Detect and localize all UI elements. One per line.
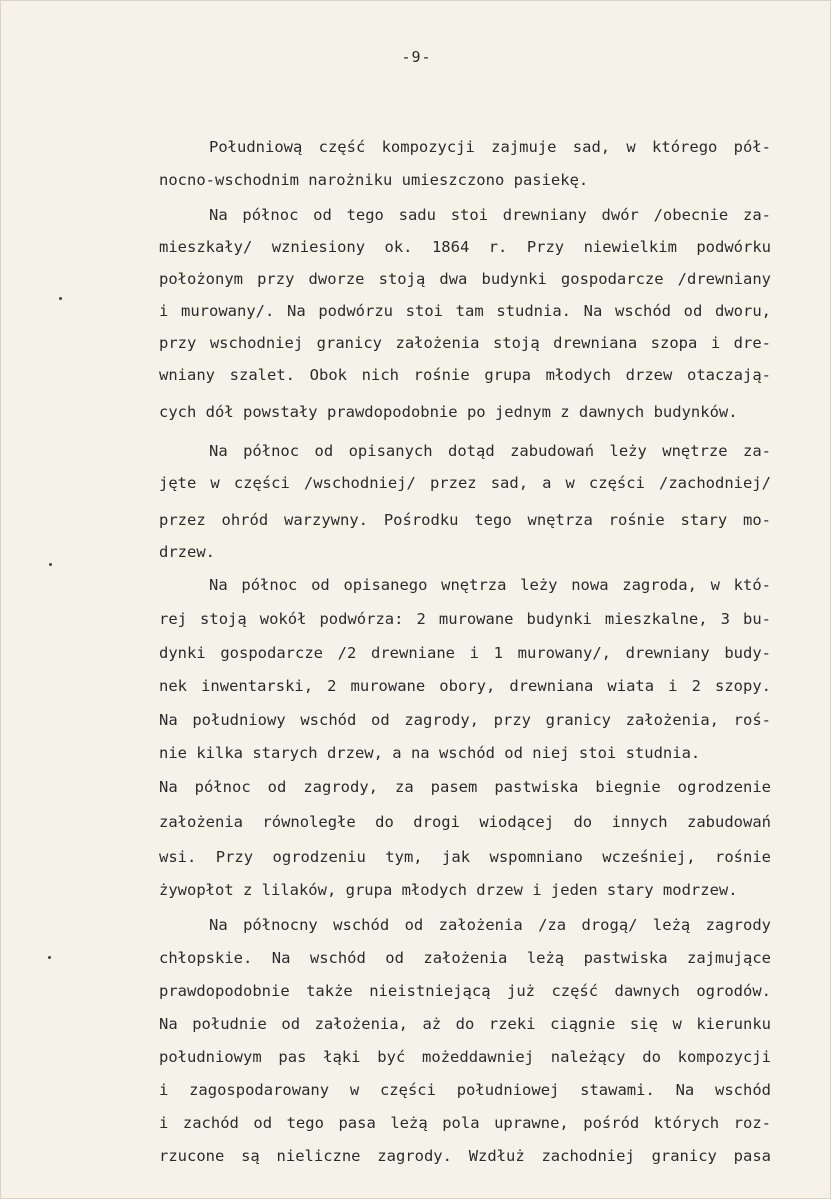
margin-speck [59, 297, 62, 300]
text-line: wsi. Przy ogrodzeniu tym, jak wspomniano wcześniej, rośnie [159, 848, 771, 866]
text-line: jęte w części /wschodniej/ przez sad, a w części /zachodniej/ [159, 474, 771, 492]
text-line: Na północny wschód od założenia /za drogą/ leżą zagrody [209, 916, 771, 934]
text-line: Na północ od zagrody, za pasem pastwiska biegnie ogrodzenie [159, 778, 771, 796]
text-line: przy wschodniej granicy założenia stoją drewniana szopa i dre- [159, 334, 771, 352]
text-line: rzucone są nieliczne zagrody. Wzdłuż zachodniej granicy pasa [159, 1147, 771, 1165]
text-line: założenia równoległe do drogi wiodącej do innych zabudowań [159, 813, 771, 831]
page-number: -9- [401, 48, 432, 66]
text-line: i murowany/. Na podwórzu stoi tam studnia. Na wschód od dworu, [159, 302, 771, 320]
text-line: żywopłot z lilaków, grupa młodych drzew i jeden stary modrzew. [159, 881, 738, 899]
margin-speck [49, 563, 52, 566]
text-line: mieszkały/ wzniesiony ok. 1864 r. Przy niewielkim podwórku [159, 238, 771, 256]
text-line: cych dół powstały prawdopodobnie po jednym z dawnych budynków. [159, 403, 738, 421]
text-line: Na południe od założenia, aż do rzeki ciągnie się w kierunku [159, 1015, 771, 1033]
text-line: południowym pas łąki być możeddawniej należący do kompozycji [159, 1048, 771, 1066]
margin-speck [48, 956, 51, 959]
text-line: dynki gospodarcze /2 drewniane i 1 murowany/, drewniany budy- [159, 644, 771, 662]
text-line: rej stoją wokół podwórza: 2 murowane budynki mieszkalne, 3 bu- [159, 610, 771, 628]
text-line: i zachód od tego pasa leżą pola uprawne, pośród których roz- [159, 1114, 771, 1132]
text-line: wniany szalet. Obok nich rośnie grupa młodych drzew otaczają- [159, 366, 771, 384]
text-line: nie kilka starych drzew, a na wschód od niej stoi studnia. [159, 744, 701, 762]
text-line: drzew. [159, 543, 215, 561]
text-line: i zagospodarowany w części południowej stawami. Na wschód [159, 1081, 771, 1099]
text-line: Na północ od opisanych dotąd zabudowań leży wnętrze za- [209, 442, 771, 460]
text-line: położonym przy dworze stoją dwa budynki gospodarcze /drewniany [159, 270, 771, 288]
text-line: Na północ od tego sadu stoi drewniany dwór /obecnie za- [209, 206, 771, 224]
text-line: nocno-wschodnim narożniku umieszczono pasiekę. [159, 171, 589, 189]
text-line: Na południowy wschód od zagrody, przy granicy założenia, roś- [159, 711, 771, 729]
text-line: nek inwentarski, 2 murowane obory, drewniana wiata i 2 szopy. [159, 677, 771, 695]
text-line: przez ohród warzywny. Pośrodku tego wnętrza rośnie stary mo- [159, 511, 771, 529]
text-line: Południową część kompozycji zajmuje sad, w którego pół- [209, 138, 771, 156]
text-line: prawdopodobnie także nieistniejącą już część dawnych ogrodów. [159, 982, 771, 1000]
text-line: chłopskie. Na wschód od założenia leżą pastwiska zajmujące [159, 949, 771, 967]
text-line: Na północ od opisanego wnętrza leży nowa zagroda, w któ- [209, 576, 771, 594]
